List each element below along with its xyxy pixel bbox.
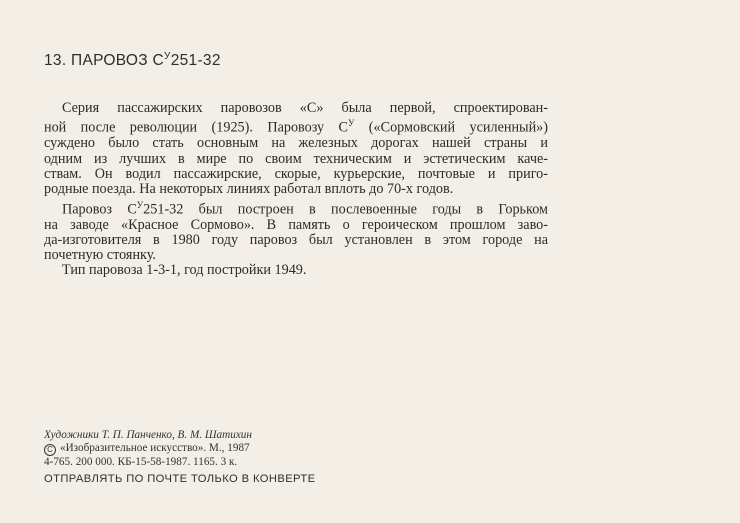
body-line-4: одним из лучших в мире по своим техническим и эстетическим каче- — [44, 150, 548, 167]
body-line-8: на заводе «Красное Сормово». В память о героическом прошлом заво- — [44, 216, 548, 233]
body-line-11: Тип паровоза 1-3-1, год постройки 1949. — [62, 262, 307, 279]
body-line-7-sup: У — [136, 199, 144, 210]
body-line-3: суждено было стать основным на железных дорогах нашей страны и — [44, 135, 548, 152]
body-line-5: ствам. Он водил пассажирские, скорые, курьерские, почтовые и приго- — [44, 165, 548, 182]
title-prefix: 13. ПАРОВОЗ С — [44, 52, 165, 69]
copyright-icon: C — [44, 444, 56, 456]
title-suffix: 251-32 — [170, 52, 221, 69]
credits-block — [44, 429, 252, 468]
body-line-2-sup: У — [348, 118, 355, 129]
card-title — [44, 51, 221, 70]
mail-notice: ОТПРАВЛЯТЬ ПО ПОЧТЕ ТОЛЬКО В КОНВЕРТЕ — [44, 473, 316, 485]
body-line-7 — [44, 198, 548, 218]
print-info: 4-765. 200 000. КБ-15-58-1987. 1165. 3 к. — [44, 455, 238, 468]
title-superscript: У — [164, 51, 171, 62]
artists-credit: Художники Т. П. Панченко, В. М. Шатихин — [44, 429, 252, 441]
body-line-7-text: Паровоз С — [62, 201, 137, 218]
body-line-9: да-изготовителя в 1980 году паровоз был установлен в этом городе на — [44, 231, 548, 248]
body-line-7-tail: 251-32 был построен в послевоенные годы в Горьком — [143, 201, 548, 218]
body-line-2-tail: («Сормовский усиленный») — [354, 120, 548, 137]
body-line-6: родные поезда. На некоторых линиях работал вплоть до 70-х годов. — [44, 181, 454, 198]
body-line-1: Серия пассажирских паровозов «С» была первой, спроектирован- — [62, 100, 548, 116]
body-line-2-text: ной после революции (1925). Паровозу С — [44, 120, 349, 137]
body-line-2 — [44, 116, 548, 136]
body-line-10: почетную стоянку. — [44, 247, 156, 264]
publisher-text: «Изобразительное искусство». М., 1987 — [60, 441, 250, 454]
publisher-line — [44, 442, 252, 456]
description-text — [44, 101, 548, 279]
